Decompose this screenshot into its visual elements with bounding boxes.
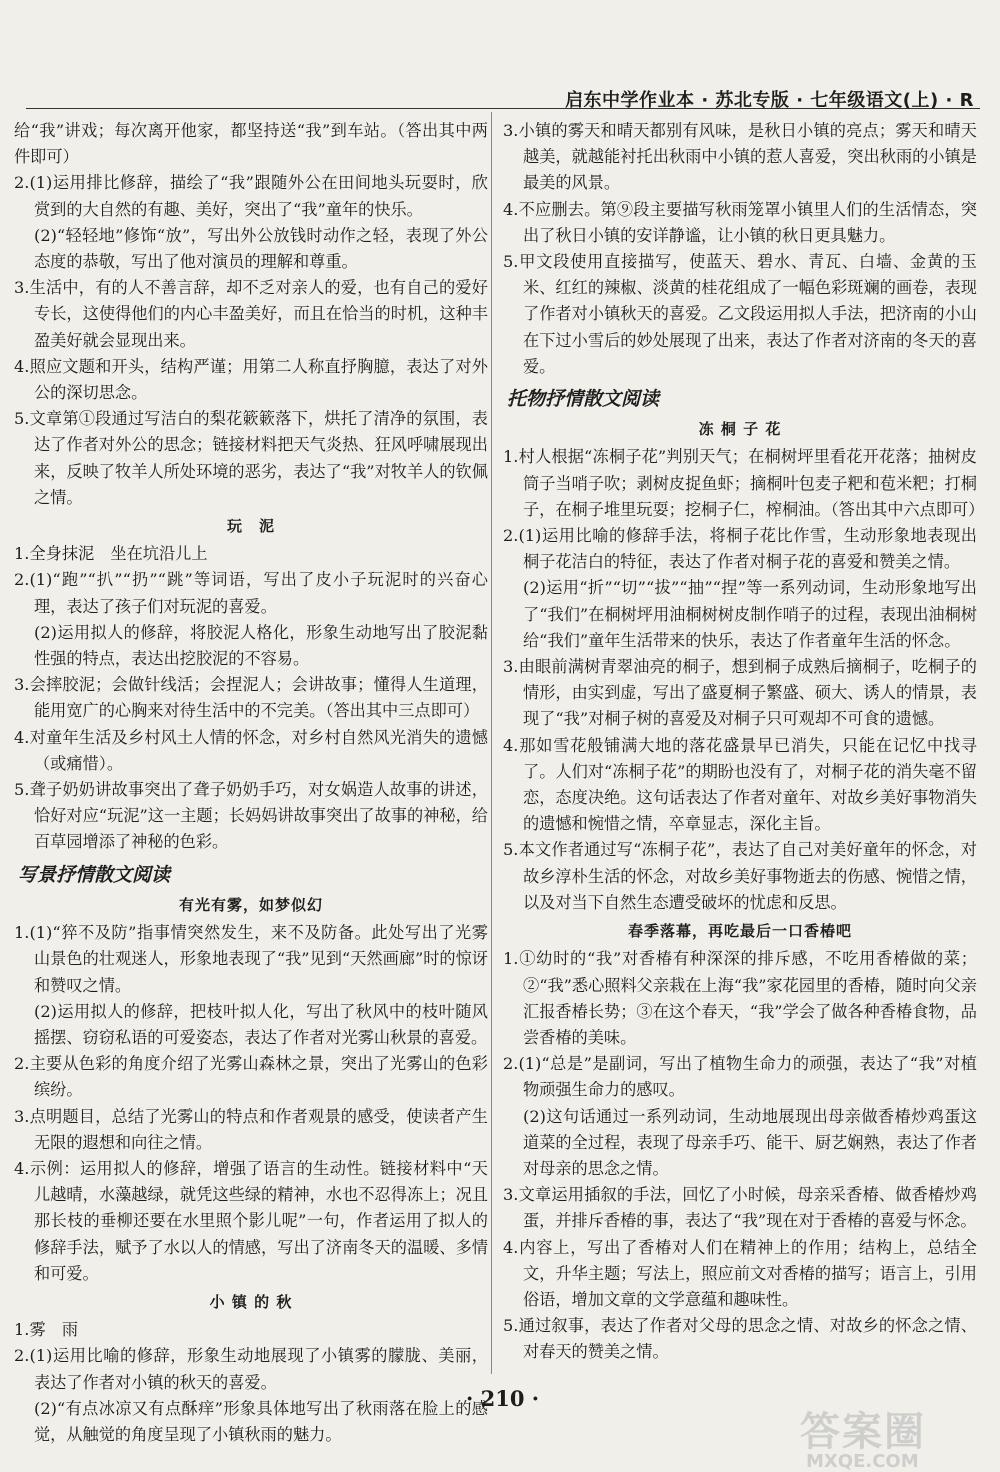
section-title: 托物抒情散文阅读 — [507, 388, 660, 411]
answer-paragraph: 1.全身抹泥 坐在坑沿儿上 — [14, 544, 208, 564]
answer-paragraph: 2.(1)“总是”是副词，写出了植物生命力的顽强，表达了“我”对植物顽强生命力的感叹。 — [503, 1054, 977, 1100]
answer-paragraph: 5.文章第①段通过写洁白的梨花簌簌落下，烘托了清净的氛围，表达了作者对外公的思念；链接材料把天气炎热、狂风呼啸展现出来，反映了牧羊人所处环境的恶劣，表达了“我”对牧羊人的钦佩之情。 — [14, 409, 488, 507]
watermark-url: MXQE.COM — [806, 1451, 919, 1472]
answer-paragraph: 4.那如雪花般铺满大地的落花盛景早已消失，只能在记忆中找寻了。人们对“冻桐子花”的期盼也没有了，对桐子花的消失毫不留恋，态度决绝。这句话表达了作者对童年、对故乡美好事物消失的遗憾和惋惜之情，卒章显志，深化主旨。 — [503, 735, 977, 834]
answer-paragraph: 3.会摔胶泥；会做针线活；会捏泥人；会讲故事；懂得人生道理，能用宽广的心胸来对待生活中的不完美。（答出其中三点即可） — [14, 675, 488, 721]
answer-paragraph: 3.生活中，有的人不善言辞，却不乏对亲人的爱，也有自己的爱好专长，这使得他们的内心丰盈美好，而且在恰当的时机，这种丰盈美好就会显现出来。 — [14, 278, 488, 350]
article-title: 春季落幕，再吃最后一口香椿吧 — [627, 922, 852, 941]
answer-paragraph: 4.对童年生活及乡村风土人情的怀念，对乡村自然风光消失的遗憾（或痛惜）。 — [14, 727, 488, 773]
answer-paragraph: (2)运用“折”“切”“拔”“抽”“捏”等一系列动词，生动形象地写出了“我们”在桐树坪用油桐树树皮制作哨子的过程，表现出油桐树给“我们”童年生活带来的快乐，表达了作者童年生活的怀念。 — [523, 578, 977, 650]
column-divider — [491, 112, 492, 1374]
page-header — [26, 86, 980, 109]
answer-paragraph: 3.小镇的雾天和晴天都别有风味，是秋日小镇的亮点；雾天和晴天越美，就越能衬托出秋雨中小镇的惹人喜爱，突出秋雨的小镇是最美的风景。 — [503, 121, 977, 193]
answer-paragraph: 5.甲文段使用直接描写，使蓝天、碧水、青瓦、白墙、金黄的玉米、红红的辣椒、淡黄的桂花组成了一幅色彩斑斓的画卷，表现了作者对小镇秋天的喜爱。乙文段运用拟人手法，把济南的小山在下过小雪后的妙处展现了出来，表达了作者对济南的冬天的喜爱。 — [503, 252, 977, 376]
article-title: 冻 桐 子 花 — [698, 420, 782, 439]
answer-paragraph: 2.(1)“跑”“扒”“扔”“跳”等词语，写出了皮小子玩泥时的兴奋心理，表达了孩子们对玩泥的喜爱。 — [14, 570, 488, 616]
answer-paragraph: (2)“有点冰凉又有点酥痒”形象具体地写出了秋雨落在脸上的感觉，从触觉的角度呈现了小镇秋雨的魅力。 — [34, 1398, 488, 1444]
answer-paragraph: 3.文章运用插叙的手法，回忆了小时候，母亲采香椿、做香椿炒鸡蛋，并排斥香椿的事，表达了“我”现在对于香椿的喜爱与怀念。 — [503, 1185, 977, 1231]
answer-paragraph: (2)这句话通过一系列动词，生动地展现出母亲做香椿炒鸡蛋这道菜的全过程，表现了母亲手巧、能干、厨艺娴熟，表达了作者对母亲的思念之情。 — [523, 1106, 977, 1178]
answer-paragraph: 5.本文作者通过写“冻桐子花”，表达了自己对美好童年的怀念，对故乡淳朴生活的怀念，对故乡美好事物逝去的伤感、惋惜之情，以及对当下自然生态遭受破坏的忧虑和反思。 — [503, 840, 977, 912]
section-title: 写景抒情散文阅读 — [18, 863, 171, 886]
answer-paragraph: 1.(1)“猝不及防”指事情突然发生，来不及防备。此处写出了光雾山景色的壮观迷人，形象地表现了“我”见到“天然画廊”时的惊讶和赞叹之情。 — [14, 923, 488, 995]
answer-paragraph: 5.通过叙事，表达了作者对父母的思念之情、对故乡的怀念之情、对春天的赞美之情。 — [503, 1316, 977, 1362]
left-column — [14, 118, 488, 1448]
answer-paragraph: (2)运用拟人的修辞，将胶泥人格化，形象生动地写出了胶泥黏性强的特点，表达出挖胶泥的不容易。 — [34, 622, 488, 669]
answer-paragraph: (2)运用拟人的修辞，把枝叶拟人化，写出了秋风中的枝叶随风摇摆、窃窃私语的可爱姿态，表达了作者对光雾山秋景的喜爱。 — [34, 1001, 488, 1047]
answer-paragraph: 3.由眼前满树青翠油亮的桐子，想到桐子成熟后摘桐子，吃桐子的情形，由实到虚，写出了盛夏桐子繁盛、硕大、诱人的情景，表现了“我”对桐子树的喜爱及对桐子只可观却不可食的遗憾。 — [503, 657, 977, 729]
answer-paragraph: 4.照应文题和开头，结构严谨；用第二人称直抒胸臆，表达了对外公的深切思念。 — [14, 356, 488, 403]
answer-paragraph: 2.(1)运用比喻的修辞手法，将桐子花比作雪，生动形象地表现出桐子花洁白的特征，表达了作者对桐子花的喜爱和赞美之情。 — [503, 526, 977, 572]
answer-paragraph: 2.主要从色彩的角度介绍了光雾山森林之景，突出了光雾山的色彩缤纷。 — [14, 1054, 488, 1100]
answer-paragraph: 1.雾 雨 — [14, 1320, 79, 1340]
article-title: 玩 泥 — [226, 517, 275, 536]
answer-paragraph: 2.(1)运用比喻的修辞，形象生动地展现了小镇雾的朦胧、美丽，表达了作者对小镇的秋天的喜爱。 — [14, 1346, 488, 1392]
answer-paragraph: 4.内容上，写出了香椿对人们在精神上的作用；结构上，总结全文，升华主题；写法上，照应前文对香椿的描写；语言上，引用俗语，增加文章的文学意蕴和趣味性。 — [503, 1237, 977, 1309]
answer-paragraph: 5.聋子奶奶讲故事突出了聋子奶奶手巧，对女娲造人故事的讲述，恰好对应“玩泥”这一主题；长妈妈讲故事突出了故事的神秘，给百草园增添了神秘的色彩。 — [14, 780, 488, 852]
answer-paragraph: 1.①幼时的“我”对香椿有种深深的排斥感，不吃用香椿做的菜；②“我”悉心照料父亲栽在上海“我”家花园里的香椿，随时向父亲汇报香椿长势；③在这个春天，“我”学会了做各种香椿食物，品尝香椿的美味。 — [503, 949, 977, 1047]
watermark-logo-text: 答案圈 — [800, 1409, 926, 1455]
answer-paragraph: 4.示例：运用拟人的修辞，增强了语言的生动性。链接材料中“天儿越晴，水藻越绿，就凭这些绿的精神，水也不忍得冻上；况且那长枝的垂柳还要在水里照个影儿呢”一句，作者运用了拟人的修辞手法，赋予了水以人的情感，写出了济南冬天的温暖、多情和可爱。 — [14, 1158, 488, 1283]
answer-paragraph: (2)“轻轻地”修饰“放”，写出外公放钱时动作之轻，表现了外公态度的恭敬，写出了他对演员的理解和尊重。 — [34, 225, 488, 272]
article-title: 小 镇 的 秋 — [209, 1292, 293, 1311]
answer-paragraph: 1.村人根据“冻桐子花”判别天气；在桐树坪里看花开花落；抽树皮筒子当哨子吹；剥树皮捉鱼虾；摘桐叶包麦子粑和苞米粑；打桐子，在桐子堆里玩耍；挖桐子仁，榨桐油。（答出其中六点即可） — [503, 447, 985, 519]
answer-paragraph: 3.点明题目，总结了光雾山的特点和作者观景的感受，使读者产生无限的遐想和向往之情。 — [14, 1106, 488, 1152]
answer-paragraph: 给“我”讲戏；每次离开他家，都坚持送“我”到车站。（答出其中两件即可） — [14, 121, 488, 167]
page-number: · 210 · — [466, 1386, 540, 1411]
watermark — [800, 1400, 990, 1472]
article-title: 有光有雾，如梦似幻 — [178, 895, 323, 914]
answer-paragraph: 4.不应删去。第⑨段主要描写秋雨笼罩小镇里人们的生活情态，突出了秋日小镇的安详静谧，让小镇的秋日更具魅力。 — [503, 199, 977, 245]
right-column — [503, 118, 985, 1366]
header-title: 启东中学作业本 · 苏北专版 · 七年级语文(上) · R — [565, 90, 974, 111]
answer-paragraph: 2.(1)运用排比修辞，描绘了“我”跟随外公在田间地头玩耍时，欣赏到的大自然的有趣、美好，突出了“我”童年的快乐。 — [14, 173, 488, 219]
